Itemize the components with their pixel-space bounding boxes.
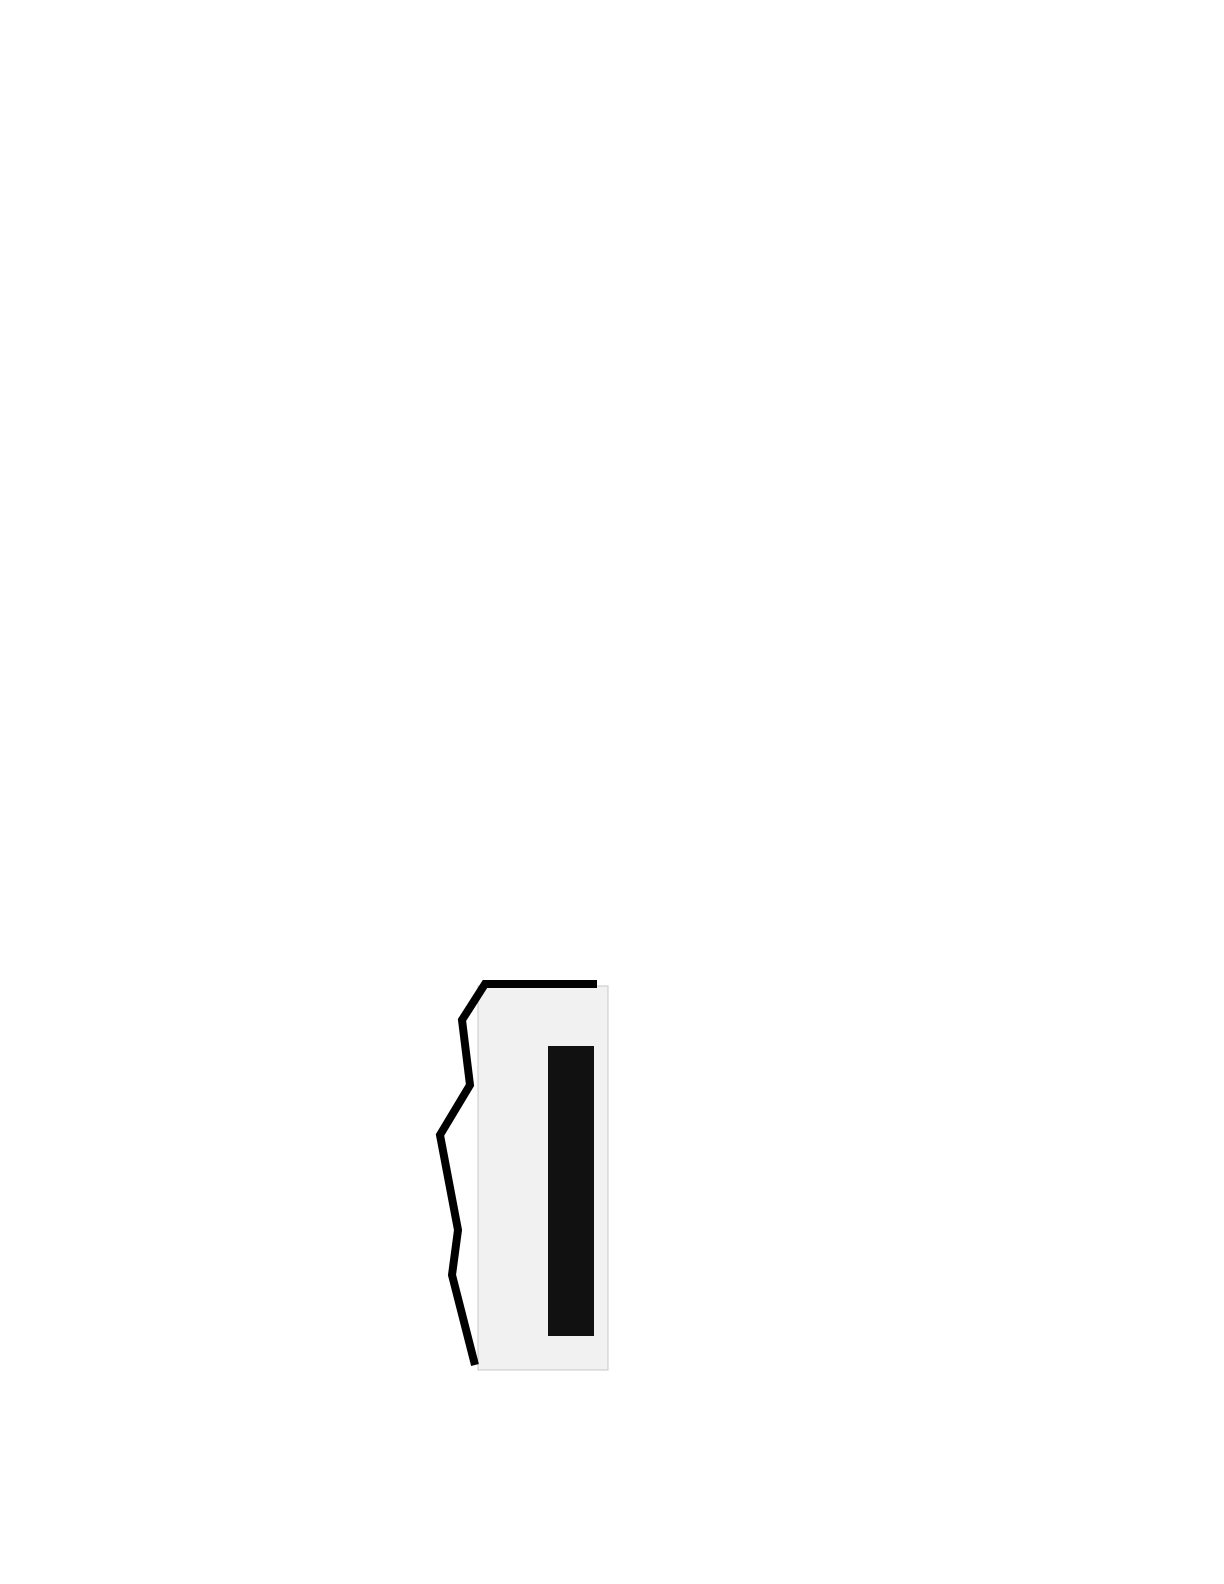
terminal-block bbox=[548, 1046, 594, 1336]
